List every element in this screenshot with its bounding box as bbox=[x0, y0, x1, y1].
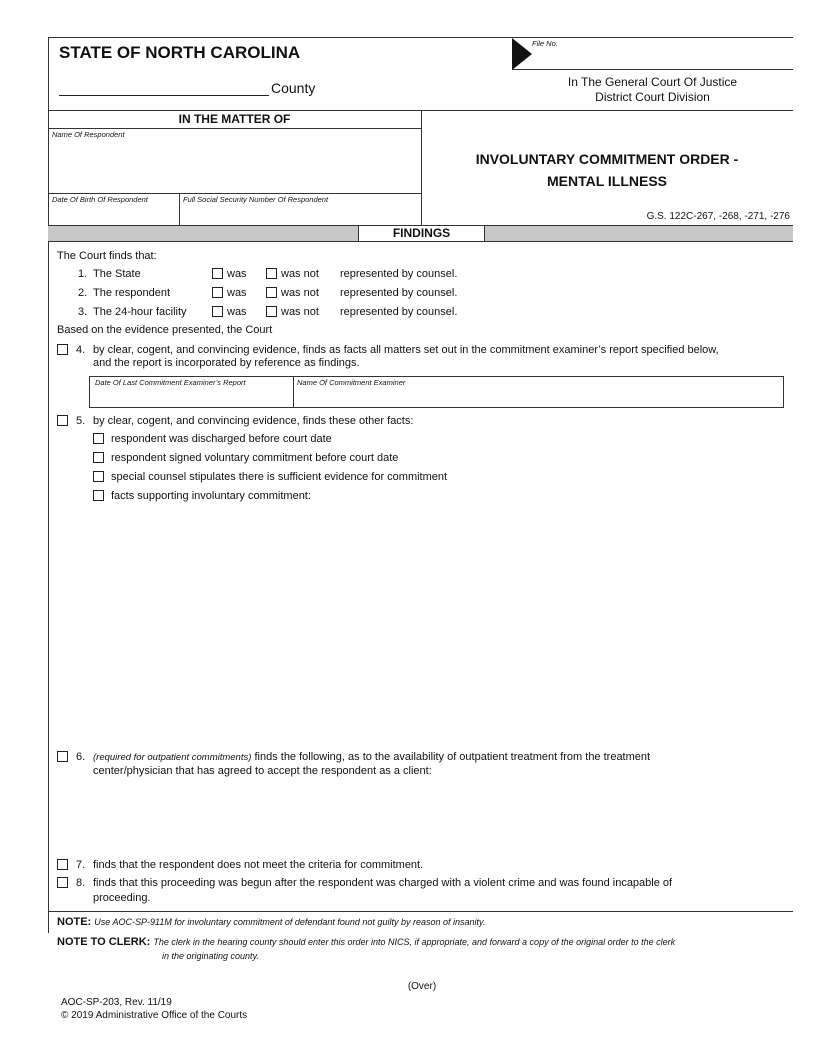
form-id: AOC-SP-203, Rev. 11/19 bbox=[61, 997, 172, 1008]
party-2-was-label: was bbox=[227, 287, 247, 299]
clerk-line1: The clerk in the hearing county should enter this order into NICS, if appropriate, and forward a copy of the original order to the clerk bbox=[153, 937, 676, 947]
party-1-name: The State bbox=[93, 268, 141, 280]
item-5-option-1-label: respondent was discharged before court date bbox=[111, 433, 332, 445]
item-5-option-4-label: facts supporting involuntary commitment: bbox=[111, 490, 311, 502]
item-4-line2: and the report is incorporated by reference as findings. bbox=[93, 357, 360, 369]
item-8-line1: finds that this proceeding was begun after the respondent was charged with a violent crime and was found incapable of bbox=[93, 877, 673, 889]
item-6-num: 6. bbox=[76, 751, 86, 763]
item-8-line2: proceeding. bbox=[93, 892, 151, 904]
party-3-was-label: was bbox=[227, 306, 247, 318]
findings-intro: The Court finds that: bbox=[57, 250, 157, 262]
form-title bbox=[421, 148, 793, 192]
item-5-text: by clear, cogent, and convincing evidence, finds these other facts: bbox=[93, 415, 414, 427]
dob-field[interactable] bbox=[52, 205, 176, 223]
clerk-label: NOTE TO CLERK: bbox=[57, 936, 151, 948]
court-line1: In The General Court Of Justice bbox=[567, 75, 738, 89]
party-2-name: The respondent bbox=[93, 287, 171, 299]
item-5-option-2-checkbox[interactable] bbox=[93, 452, 104, 463]
based-on-evidence: Based on the evidence presented, the Court bbox=[57, 324, 273, 336]
party-3-name: The 24-hour facility bbox=[93, 306, 187, 318]
examiner-report-date-field[interactable] bbox=[92, 389, 290, 405]
item-6-line2: center/physician that has agreed to accept the respondent as a client: bbox=[93, 765, 432, 777]
item-7-num: 7. bbox=[76, 859, 86, 871]
item-5-option-2-label: respondent signed voluntary commitment before court date bbox=[111, 452, 399, 464]
matter-heading: IN THE MATTER OF bbox=[178, 112, 291, 126]
item-5-option-1-checkbox[interactable] bbox=[93, 433, 104, 444]
findings-bottom-line bbox=[48, 911, 793, 912]
item-7-checkbox[interactable] bbox=[57, 859, 68, 870]
examiner-name-label: Name Of Commitment Examiner bbox=[297, 378, 406, 387]
note-to-clerk bbox=[57, 936, 675, 948]
county-blank[interactable] bbox=[59, 82, 269, 96]
party-3-was-not-label: was not bbox=[281, 306, 319, 318]
party-1-num: 1. bbox=[78, 268, 88, 280]
party-1-was-checkbox[interactable] bbox=[212, 268, 223, 279]
party-3-was-not-checkbox[interactable] bbox=[266, 306, 277, 317]
examiner-box-divider bbox=[293, 376, 294, 408]
item-5-option-3-checkbox[interactable] bbox=[93, 471, 104, 482]
state-title: STATE OF NORTH CAROLINA bbox=[59, 43, 301, 62]
examiner-name-field[interactable] bbox=[296, 389, 781, 405]
item-6-checkbox[interactable] bbox=[57, 751, 68, 762]
copyright: © 2019 Administrative Office of the Courts bbox=[61, 1010, 248, 1021]
party-3-represented: represented by counsel. bbox=[340, 306, 458, 318]
county-line bbox=[59, 80, 315, 96]
party-3-was-checkbox[interactable] bbox=[212, 306, 223, 317]
party-3-num: 3. bbox=[78, 306, 88, 318]
file-no-label: File No. bbox=[532, 39, 558, 48]
note-label: NOTE: bbox=[57, 916, 92, 928]
item-7-text: finds that the respondent does not meet the criteria for commitment. bbox=[93, 859, 424, 871]
form-title-line1: INVOLUNTARY COMMITMENT ORDER - bbox=[475, 151, 739, 167]
dob-divider bbox=[179, 193, 180, 225]
county-label: County bbox=[271, 80, 316, 96]
item-8-checkbox[interactable] bbox=[57, 877, 68, 888]
note-text: Use AOC-SP-911M for involuntary commitment of defendant found not guilty by reason of insanity. bbox=[94, 917, 486, 927]
item-4-num: 4. bbox=[76, 344, 86, 356]
party-1-was-not-label: was not bbox=[281, 268, 319, 280]
item-5-option-3-label: special counsel stipulates there is sufficient evidence for commitment bbox=[111, 471, 448, 483]
item-6-line1-container bbox=[93, 751, 650, 763]
item-4-line1: by clear, cogent, and convincing evidence, finds as facts all matters set out in the commitment examiner’s report specified below, bbox=[93, 344, 719, 356]
item-4-checkbox[interactable] bbox=[57, 344, 68, 355]
item-6-line1: finds the following, as to the availability of outpatient treatment from the treatment bbox=[254, 751, 651, 763]
statute-reference: G.S. 122C-267, -268, -271, -276 bbox=[646, 211, 790, 222]
item-5-option-4-checkbox[interactable] bbox=[93, 490, 104, 501]
item-8-num: 8. bbox=[76, 877, 86, 889]
party-1-was-not-checkbox[interactable] bbox=[266, 268, 277, 279]
item-5-checkbox[interactable] bbox=[57, 415, 68, 426]
item-5-num: 5. bbox=[76, 415, 86, 427]
over-indicator: (Over) bbox=[407, 981, 437, 992]
party-1-represented: represented by counsel. bbox=[340, 268, 458, 280]
name-of-respondent-field[interactable] bbox=[52, 140, 418, 192]
file-no-arrow-icon bbox=[512, 38, 532, 70]
item-6-note: (required for outpatient commitments) bbox=[93, 752, 252, 763]
clerk-line2: in the originating county. bbox=[162, 951, 259, 961]
dob-label: Date Of Birth Of Respondent bbox=[52, 195, 148, 204]
party-2-was-checkbox[interactable] bbox=[212, 287, 223, 298]
party-2-was-not-checkbox[interactable] bbox=[266, 287, 277, 298]
court-line2: District Court Division bbox=[595, 90, 710, 104]
facts-supporting-field[interactable] bbox=[93, 508, 783, 743]
findings-heading: FINDINGS bbox=[358, 225, 485, 242]
top-border bbox=[48, 37, 793, 38]
note bbox=[57, 916, 485, 928]
name-bottom-line bbox=[48, 193, 421, 194]
form-title-line2: MENTAL ILLNESS bbox=[546, 173, 668, 189]
file-no-line[interactable] bbox=[512, 69, 793, 70]
ssn-label: Full Social Security Number Of Respondent bbox=[183, 195, 329, 204]
party-2-represented: represented by counsel. bbox=[340, 287, 458, 299]
party-1-was-label: was bbox=[227, 268, 247, 280]
ssn-field[interactable] bbox=[183, 205, 418, 223]
outpatient-availability-field[interactable] bbox=[93, 782, 783, 854]
examiner-report-date-label: Date Of Last Commitment Examiner’s Report bbox=[95, 378, 246, 387]
matter-heading-line bbox=[48, 128, 421, 129]
party-2-was-not-label: was not bbox=[281, 287, 319, 299]
name-of-respondent-label: Name Of Respondent bbox=[52, 130, 125, 139]
left-border bbox=[48, 37, 49, 933]
court-designation bbox=[512, 75, 793, 105]
party-2-num: 2. bbox=[78, 287, 88, 299]
